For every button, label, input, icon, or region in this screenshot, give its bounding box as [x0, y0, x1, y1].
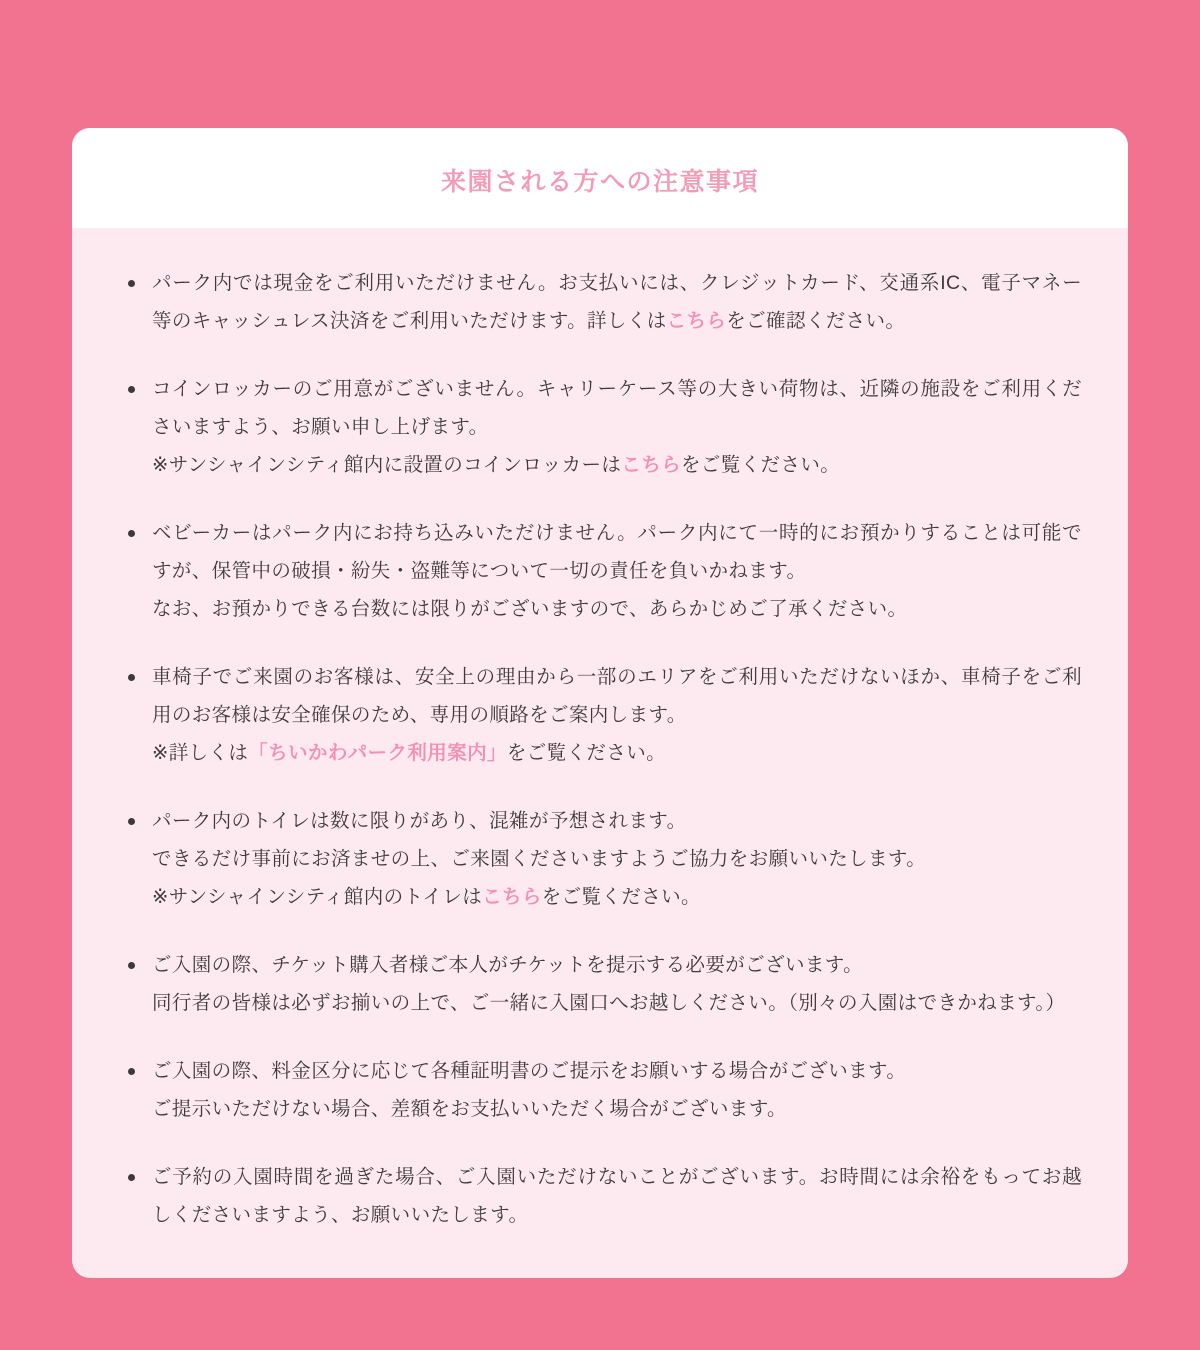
notice-line: [152, 590, 1082, 628]
notice-text: ご入園の際、チケット購入者様ご本人がチケットを提示する必要がございます。: [152, 954, 863, 977]
page-title: 来園される方への注意事項: [440, 168, 759, 196]
notice-text: をご覧ください。: [506, 742, 666, 765]
notice-text: ベビーカーはパーク内にお持ち込みいただけません。パーク内にて一時的にお預かりすることは可能ですが、保管中の破損・紛失・盗難等について一切の責任を負いかねます。: [152, 522, 1082, 583]
notice-text: 車椅子でご来園のお客様は、安全上の理由から一部のエリアをご利用いただけないほか、車椅子をご利用のお客様は安全確保のため、専用の順路をご案内します。: [152, 666, 1082, 727]
notice-text: ご入園の際、料金区分に応じて各種証明書のご提示をお願いする場合がございます。: [152, 1060, 907, 1083]
notice-text: パーク内では現金をご利用いただけません。お支払いには、クレジットカード、交通系IC、電子マネー等のキャッシュレス決済をご利用いただけます。詳しくは: [152, 272, 1082, 333]
notice-text: コインロッカーのご用意がございません。キャリーケース等の大きい荷物は、近隣の施設をご利用くださいますよう、お願い申し上げます。: [152, 378, 1082, 439]
notice-line: [152, 658, 1082, 734]
notice-line: [152, 878, 1082, 916]
notice-line: [152, 734, 1082, 772]
list-item: [118, 1052, 1082, 1128]
notice-line: [152, 370, 1082, 446]
notice-line: [152, 802, 1082, 840]
notice-line: [152, 446, 1082, 484]
notice-text: パーク内のトイレは数に限りがあり、混雑が予想されます。: [152, 810, 687, 833]
notice-text: ※サンシャインシティ館内のトイレは: [152, 886, 483, 909]
notice-line: [152, 1158, 1082, 1234]
notice-card-body: [72, 228, 1128, 1278]
notice-card-header: [72, 128, 1128, 228]
notice-card: [72, 128, 1128, 1278]
notice-line: [152, 1052, 1082, 1090]
notice-link[interactable]: 「ちいかわパーク利用案内」: [248, 742, 507, 765]
notice-text: ※サンシャインシティ館内に設置のコインロッカーは: [152, 454, 622, 477]
notice-text: ※詳しくは: [152, 742, 249, 765]
notice-line: [152, 840, 1082, 878]
list-item: [118, 264, 1082, 340]
notice-text: をご覧ください。: [541, 886, 701, 909]
notice-link[interactable]: こちら: [482, 886, 542, 909]
list-item: [118, 1158, 1082, 1234]
notice-text: 同行者の皆様は必ずお揃いの上で、ご一緒に入園口へお越しください。（別々の入園はできかねます。）: [152, 992, 1066, 1015]
notice-line: [152, 984, 1082, 1022]
notice-text: をご覧ください。: [681, 454, 841, 477]
list-item: [118, 370, 1082, 484]
notice-line: [152, 514, 1082, 590]
notice-text: をご確認ください。: [726, 310, 906, 333]
list-item: [118, 514, 1082, 628]
list-item: [118, 946, 1082, 1022]
notice-link[interactable]: こちら: [621, 454, 681, 477]
notice-line: [152, 264, 1082, 340]
list-item: [118, 802, 1082, 916]
notice-text: ご予約の入園時間を過ぎた場合、ご入園いただけないことがございます。お時間には余裕をもってお越しくださいますよう、お願いいたします。: [152, 1166, 1082, 1227]
notice-list: [118, 264, 1082, 1234]
notice-text: ご提示いただけない場合、差額をお支払いいただく場合がございます。: [152, 1098, 787, 1121]
notice-link[interactable]: こちら: [666, 310, 727, 333]
list-item: [118, 658, 1082, 772]
notice-line: [152, 946, 1082, 984]
notice-line: [152, 1090, 1082, 1128]
notice-text: できるだけ事前にお済ませの上、ご来園くださいますようご協力をお願いいたします。: [152, 848, 927, 871]
notice-text: なお、お預かりできる台数には限りがございますので、あらかじめご了承ください。: [152, 598, 908, 621]
